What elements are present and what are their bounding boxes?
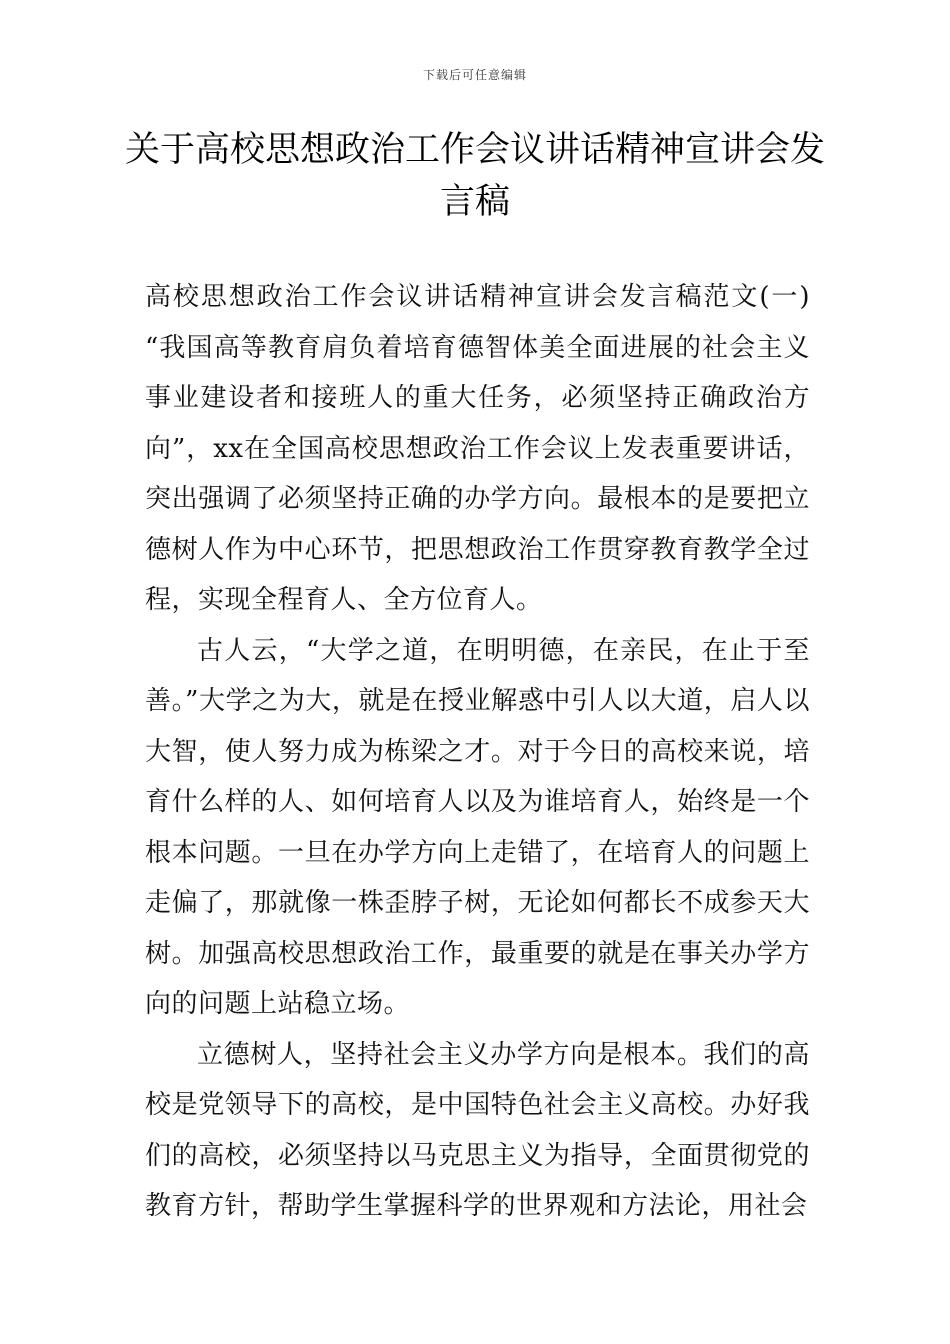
paragraph-3: 立德树人，坚持社会主义办学方向是根本。我们的高校是党领导下的高校，是中国特色社会主义高校。办好我们的高校，必须坚持以马克思主义为指导，全面贯彻党的教育方针，帮助学生掌握科学的世界观和方法论，用社会 bbox=[145, 1039, 810, 1221]
document-title: 关于高校思想政治工作会议讲话精神宣讲会发言稿 bbox=[124, 130, 825, 222]
paragraph-1: 高校思想政治工作会议讲话精神宣讲会发言稿范文(一) “我国高等教育肩负着培育德智体美全面进展的社会主义事业建设者和接班人的重大任务，必须坚持正确政治方向”，xx在全国高校思想政治工作会议上发表重要讲话，突出强调了必须坚持正确的办学方向。最根本的是要把立德树人作为中心环节，把思想政治工作贯穿教育教学全过程，实现全程育人、全方位育人。 bbox=[145, 282, 810, 615]
document-body bbox=[145, 272, 810, 1232]
header-note: 下载后可任意编辑 bbox=[422, 68, 527, 82]
paragraph-2: 古人云，“大学之道，在明明德，在亲民，在止于至善。”大学之为大，就是在授业解惑中引人以大道，启人以大智，使人努力成为栋梁之才。对于今日的高校来说，培育什么样的人、如何培育人以及为谁培育人，始终是一个根本问题。一旦在办学方向上走错了，在培育人的问题上走偏了，那就像一株歪脖子树，无论如何都长不成参天大树。加强高校思想政治工作，最重要的就是在事关办学方向的问题上站稳立场。 bbox=[145, 635, 810, 1019]
